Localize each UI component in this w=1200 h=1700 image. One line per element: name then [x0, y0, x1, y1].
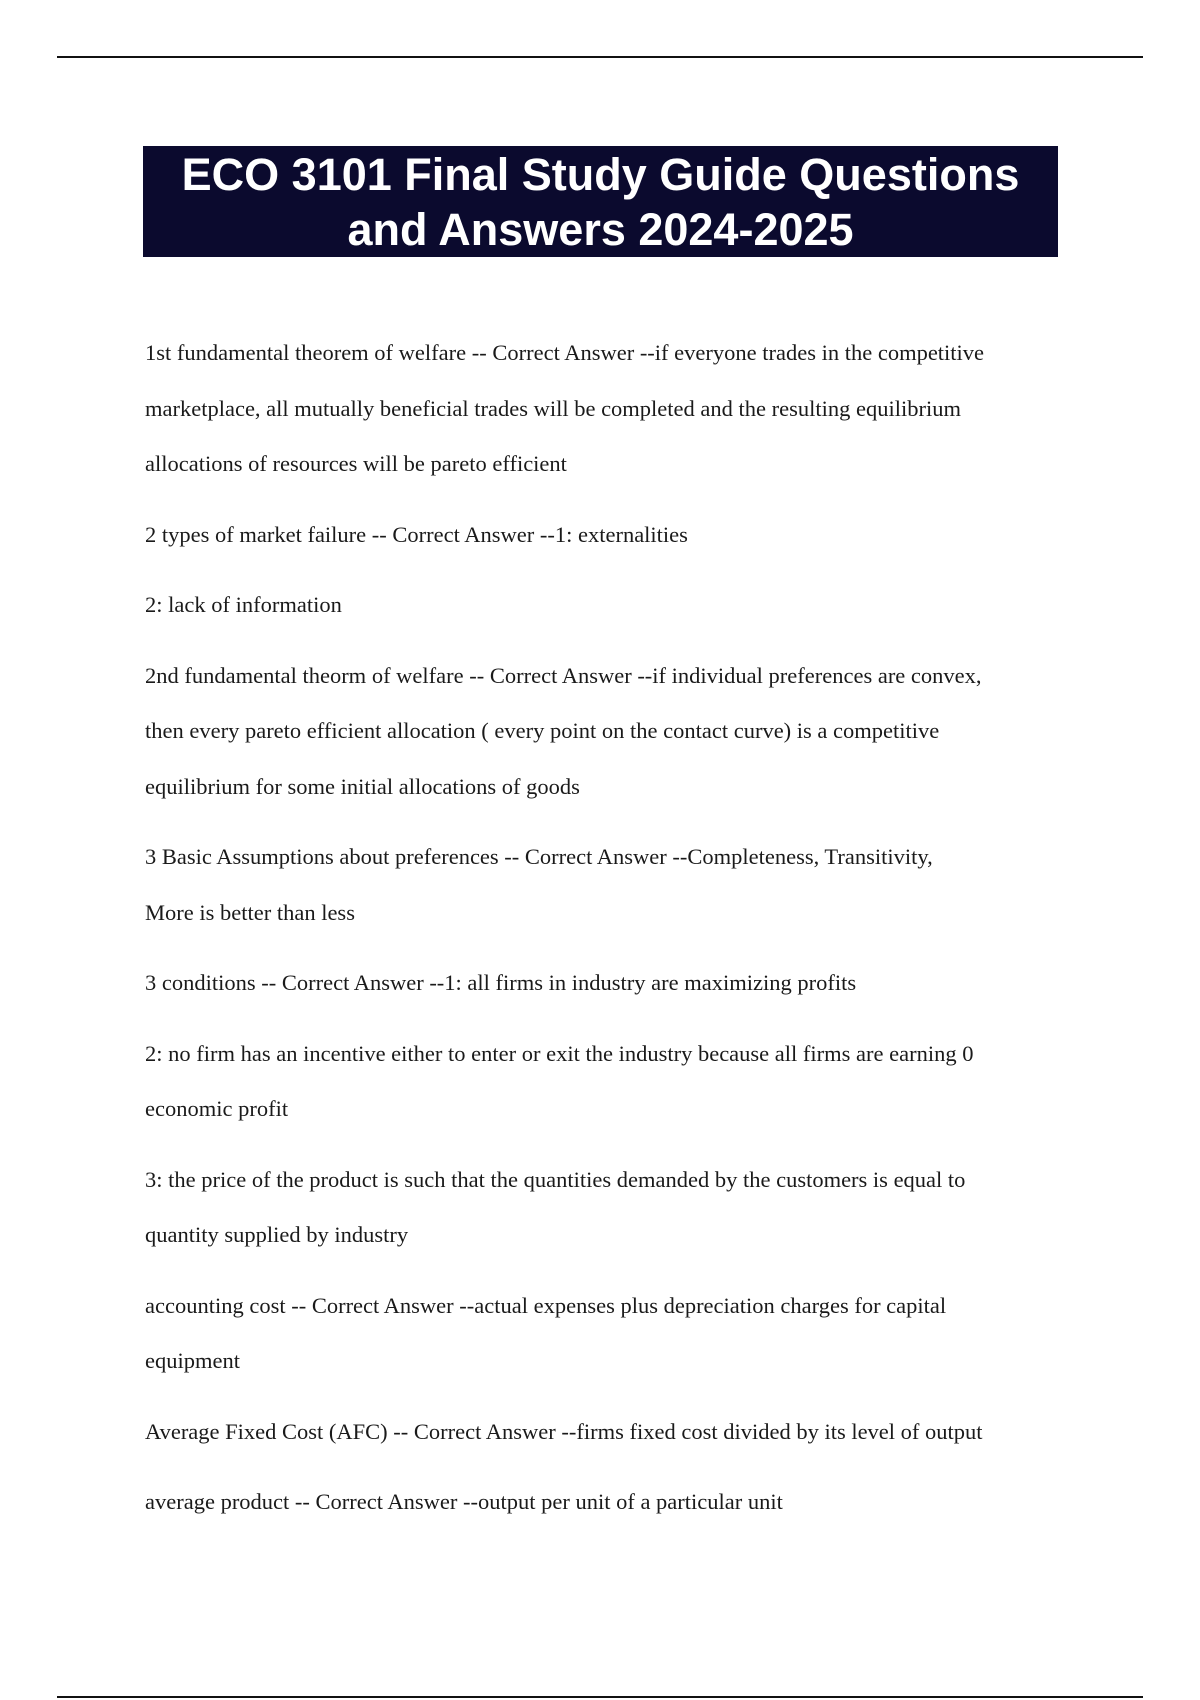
- qa-entry: [145, 1404, 1065, 1460]
- entry-text-line: then every pareto efficient allocation ( every point on the contact curve) is a competitive: [145, 718, 940, 743]
- entry-text-line: 3: the price of the product is such that the quantities demanded by the customers is equal to: [145, 1166, 966, 1192]
- entry-text-line: 3 Basic Assumptions about preferences -- Correct Answer --Completeness, Transitivity,: [145, 844, 933, 869]
- title-line-1: ECO 3101 Final Study Guide Questions: [181, 149, 1020, 200]
- qa-entry: [145, 1152, 1065, 1263]
- entry-text-line: 2nd fundamental theorm of welfare -- Correct Answer --if individual preferences are convex,: [145, 662, 982, 688]
- qa-entry: [145, 1474, 1065, 1530]
- qa-entry: [145, 1278, 1065, 1389]
- qa-entry: [145, 1026, 1065, 1137]
- entry-text-line: equilibrium for some initial allocations of goods: [145, 773, 580, 799]
- entry-text-line: 2 types of market failure -- Correct Answer --1: externalities: [145, 521, 688, 547]
- entry-text-line: accounting cost -- Correct Answer --actual expenses plus depreciation charges for capital: [145, 1292, 947, 1318]
- entry-text-line: More is better than less: [145, 899, 355, 925]
- qa-entry: [145, 507, 1065, 563]
- entry-text-line: quantity supplied by industry: [145, 1222, 409, 1247]
- entry-text-line: 2: lack of information: [145, 592, 342, 617]
- entry-text-line: 3 conditions -- Correct Answer --1: all firms in industry are maximizing profits: [145, 970, 857, 995]
- document-title: [143, 146, 1058, 257]
- entry-text-line: 1st fundamental theorem of welfare -- Correct Answer --if everyone trades in the competitive: [145, 340, 985, 365]
- qa-entry: [145, 325, 1065, 492]
- entry-text-line: economic profit: [145, 1096, 289, 1121]
- entry-text-line: equipment: [145, 1348, 240, 1373]
- bottom-divider: [57, 1696, 1143, 1698]
- qa-list: [145, 325, 1065, 1545]
- qa-entry: [145, 648, 1065, 815]
- entry-text-line: average product -- Correct Answer --output per unit of a particular unit: [145, 1489, 783, 1514]
- title-line-2: and Answers 2024-2025: [347, 204, 854, 255]
- entry-text-line: Average Fixed Cost (AFC) -- Correct Answer --firms fixed cost divided by its level of output: [145, 1418, 983, 1444]
- qa-entry: [145, 577, 1065, 633]
- entry-text-line: marketplace, all mutually beneficial trades will be completed and the resulting equilibrium: [145, 395, 961, 421]
- qa-entry: [145, 829, 1065, 940]
- qa-entry: [145, 955, 1065, 1011]
- entry-text-line: allocations of resources will be pareto efficient: [145, 451, 567, 476]
- entry-text-line: 2: no firm has an incentive either to enter or exit the industry because all firms are earning 0: [145, 1040, 974, 1066]
- top-divider: [57, 56, 1143, 58]
